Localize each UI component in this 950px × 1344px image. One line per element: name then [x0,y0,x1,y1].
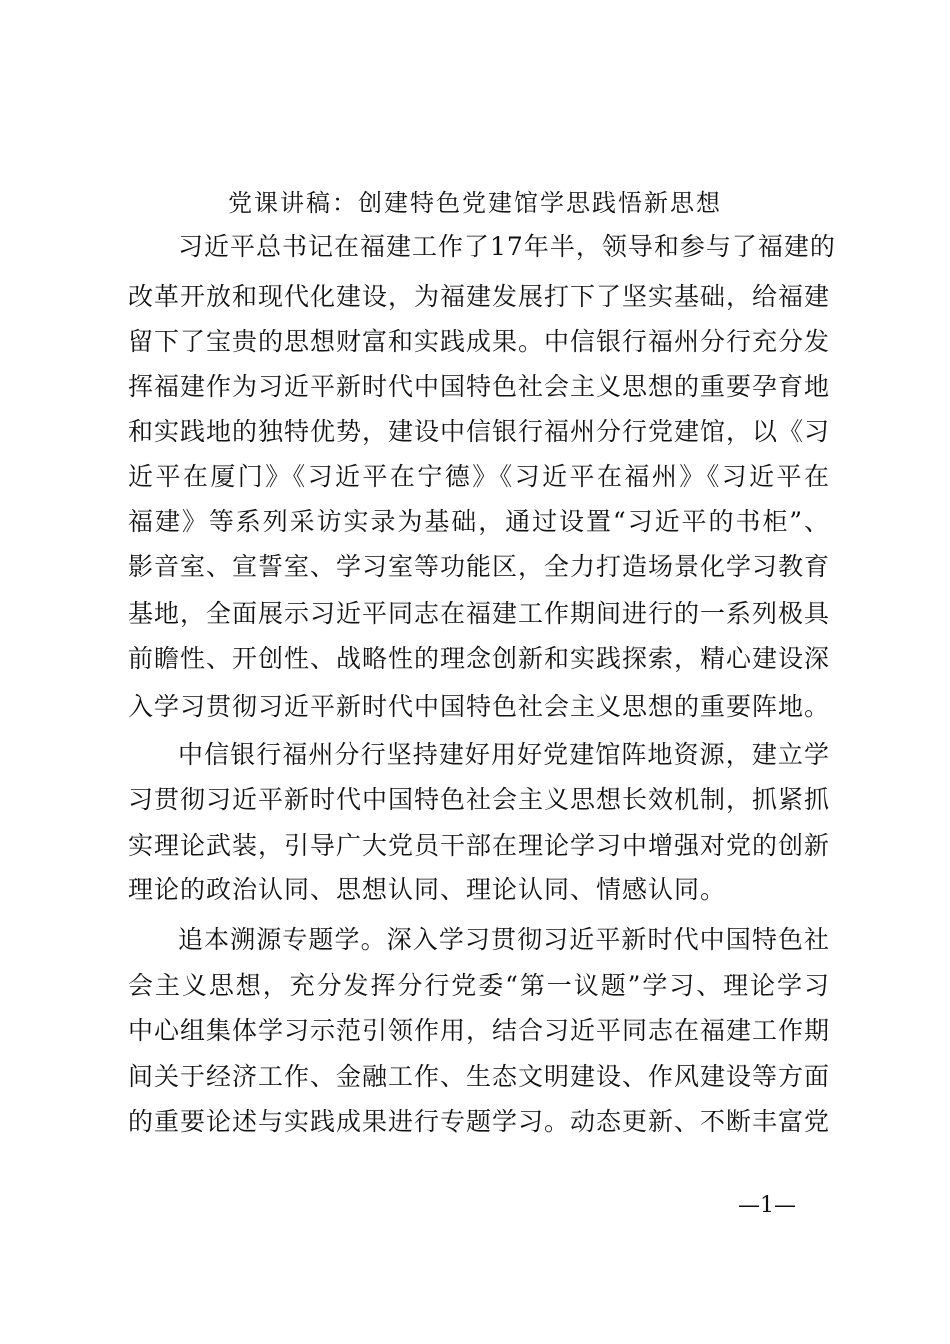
paragraph-2-line: 理论的政治认同、思想认同、理论认同、情感认同。 [128,875,727,904]
paragraph-1-line: 习近平总书记在福建工作了17年半，领导和参与了福建的 [178,232,836,261]
paragraph-1-line: 留下了宝贵的思想财富和实践成果。中信银行福州分行充分发 [128,327,831,356]
paragraph-1-line: 福建》等系列采访实录为基础，通过设置“习近平的书柜”、 [128,507,830,536]
paragraph-3-line: 会主义思想，充分发挥分行党委“第一议题”学习、理论学习 [128,971,830,1000]
paragraph-3-line: 的重要论述与实践成果进行专题学习。动态更新、不断丰富党 [128,1107,831,1136]
paragraph-3-line: 追本溯源专题学。深入学习贯彻习近平新时代中国特色社 [178,925,830,954]
paragraph-2-line: 习贯彻习近平新时代中国特色社会主义思想长效机制，抓紧抓 [128,785,831,814]
paragraph-1-line: 影音室、宣誓室、学习室等功能区，全力打造场景化学习教育 [128,552,831,581]
paragraph-1-line: 和实践地的独特优势，建设中信银行福州分行党建馆，以《习 [128,417,831,446]
paragraph-1-line: 挥福建作为习近平新时代中国特色社会主义思想的重要孕育地 [128,372,831,401]
paragraph-1-line: 基地，全面展示习近平同志在福建工作期间进行的一系列极具 [128,599,831,628]
paragraph-2-line: 中信银行福州分行坚持建好用好党建馆阵地资源，建立学 [178,740,830,769]
paragraph-1-line: 改革开放和现代化建设，为福建发展打下了坚实基础，给福建 [128,282,831,311]
paragraph-3-line: 中心组集体学习示范引领作用，结合习近平同志在福建工作期 [128,1016,831,1045]
paragraph-1-line: 入学习贯彻习近平新时代中国特色社会主义思想的重要阵地。 [128,692,831,721]
document-title: 党课讲稿：创建特色党建馆学思践悟新思想 [228,189,722,217]
page-number: —1— [738,1193,796,1218]
paragraph-1-line: 前瞻性、开创性、战略性的理念创新和实践探索，精心建设深 [128,644,831,673]
paragraph-2-line: 实理论武装，引导广大党员干部在理论学习中增强对党的创新 [128,831,831,860]
paragraph-3-line: 间关于经济工作、金融工作、生态文明建设、作风建设等方面 [128,1062,831,1091]
paragraph-1-line: 近平在厦门》《习近平在宁德》《习近平在福州》《习近平在 [128,462,830,491]
